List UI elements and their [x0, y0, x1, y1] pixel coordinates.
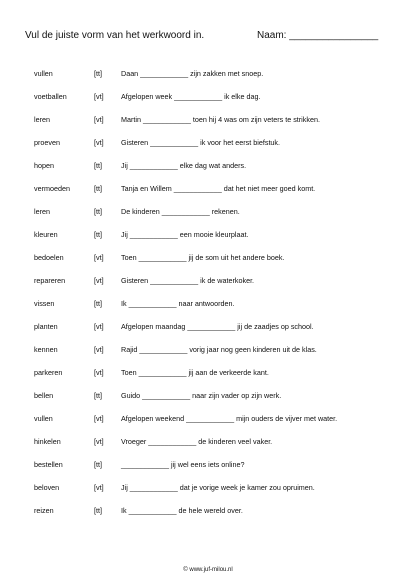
exercise-row [34, 113, 394, 136]
exercise-sentence: ____________ jij wel eens iets online? [121, 460, 245, 469]
exercise-sentence: Afgelopen week ____________ ik elke dag. [121, 92, 261, 101]
exercise-row [34, 481, 394, 504]
exercise-sentence: Ik ____________ de hele wereld over. [121, 506, 243, 515]
exercise-row [34, 297, 394, 320]
exercise-row [34, 435, 394, 458]
exercise-sentence: Jij ____________ een mooie kleurplaat. [121, 230, 249, 239]
tense-marker: [vt] [94, 276, 104, 285]
tense-marker: [tt] [94, 391, 102, 400]
exercise-sentence: Afgelopen weekend ____________ mijn ouders de vijver met water. [121, 414, 338, 423]
verb-infinitive: kennen [34, 345, 58, 354]
worksheet-header [25, 30, 391, 46]
footer-credit: © www.juf-milou.nl [183, 567, 233, 573]
tense-marker: [tt] [94, 230, 102, 239]
tense-marker: [tt] [94, 69, 102, 78]
tense-marker: [vt] [94, 322, 104, 331]
verb-infinitive: beloven [34, 483, 60, 492]
exercise-row [34, 389, 394, 412]
tense-marker: [vt] [94, 345, 104, 354]
verb-infinitive: vermoeden [34, 184, 70, 193]
verb-infinitive: vullen [34, 69, 53, 78]
tense-marker: [vt] [94, 368, 104, 377]
tense-marker: [vt] [94, 138, 104, 147]
exercise-sentence: Martin ____________ toen hij 4 was om zijn veters te strikken. [121, 115, 320, 124]
exercise-list [34, 67, 394, 527]
verb-infinitive: kleuren [34, 230, 58, 239]
exercise-row [34, 251, 394, 274]
exercise-sentence: De kinderen ____________ rekenen. [121, 207, 240, 216]
tense-marker: [vt] [94, 115, 104, 124]
exercise-row [34, 90, 394, 113]
tense-marker: [vt] [94, 253, 104, 262]
verb-infinitive: hopen [34, 161, 54, 170]
exercise-row [34, 205, 394, 228]
exercise-sentence: Guido ____________ naar zijn vader op zijn werk. [121, 391, 282, 400]
name-label: Naam: ________________ [257, 30, 379, 41]
tense-marker: [tt] [94, 460, 102, 469]
tense-marker: [tt] [94, 184, 102, 193]
exercise-row [34, 320, 394, 343]
verb-infinitive: parkeren [34, 368, 63, 377]
verb-infinitive: proeven [34, 138, 60, 147]
verb-infinitive: bestellen [34, 460, 63, 469]
exercise-row [34, 412, 394, 435]
exercise-row [34, 458, 394, 481]
exercise-row [34, 274, 394, 297]
exercise-row [34, 343, 394, 366]
tense-marker: [tt] [94, 506, 102, 515]
exercise-row [34, 228, 394, 251]
tense-marker: [tt] [94, 299, 102, 308]
verb-infinitive: bellen [34, 391, 54, 400]
exercise-row [34, 504, 394, 527]
exercise-sentence: Toen ____________ jij aan de verkeerde kant. [121, 368, 269, 377]
tense-marker: [vt] [94, 414, 104, 423]
exercise-sentence: Tanja en Willem ____________ dat het niet meer goed komt. [121, 184, 316, 193]
tense-marker: [tt] [94, 207, 102, 216]
exercise-row [34, 136, 394, 159]
verb-infinitive: reizen [34, 506, 54, 515]
tense-marker: [vt] [94, 437, 104, 446]
exercise-sentence: Gisteren ____________ ik de waterkoker. [121, 276, 255, 285]
verb-infinitive: voetballen [34, 92, 67, 101]
verb-infinitive: bedoelen [34, 253, 64, 262]
verb-infinitive: planten [34, 322, 58, 331]
exercise-sentence: Vroeger ____________ de kinderen veel vaker. [121, 437, 273, 446]
exercise-sentence: Jij ____________ dat je vorige week je kamer zou opruimen. [121, 483, 315, 492]
exercise-sentence: Gisteren ____________ ik voor het eerst biefstuk. [121, 138, 281, 147]
verb-infinitive: hinkelen [34, 437, 61, 446]
tense-marker: [vt] [94, 92, 104, 101]
exercise-row [34, 159, 394, 182]
worksheet-title: Vul de juiste vorm van het werkwoord in. [25, 30, 205, 41]
verb-infinitive: leren [34, 115, 50, 124]
exercise-sentence: Rajid ____________ vorig jaar nog geen kinderen uit de klas. [121, 345, 317, 354]
verb-infinitive: vissen [34, 299, 55, 308]
exercise-sentence: Daan ____________ zijn zakken met snoep. [121, 69, 264, 78]
exercise-sentence: Afgelopen maandag ____________ jij de zaadjes op school. [121, 322, 314, 331]
verb-infinitive: vullen [34, 414, 53, 423]
tense-marker: [tt] [94, 161, 102, 170]
exercise-row [34, 366, 394, 389]
exercise-row [34, 67, 394, 90]
verb-infinitive: repareren [34, 276, 66, 285]
tense-marker: [vt] [94, 483, 104, 492]
verb-infinitive: leren [34, 207, 50, 216]
exercise-sentence: Ik ____________ naar antwoorden. [121, 299, 235, 308]
exercise-sentence: Toen ____________ jij de som uit het andere boek. [121, 253, 285, 262]
name-field [257, 30, 378, 41]
exercise-sentence: Jij ____________ elke dag wat anders. [121, 161, 247, 170]
exercise-row [34, 182, 394, 205]
